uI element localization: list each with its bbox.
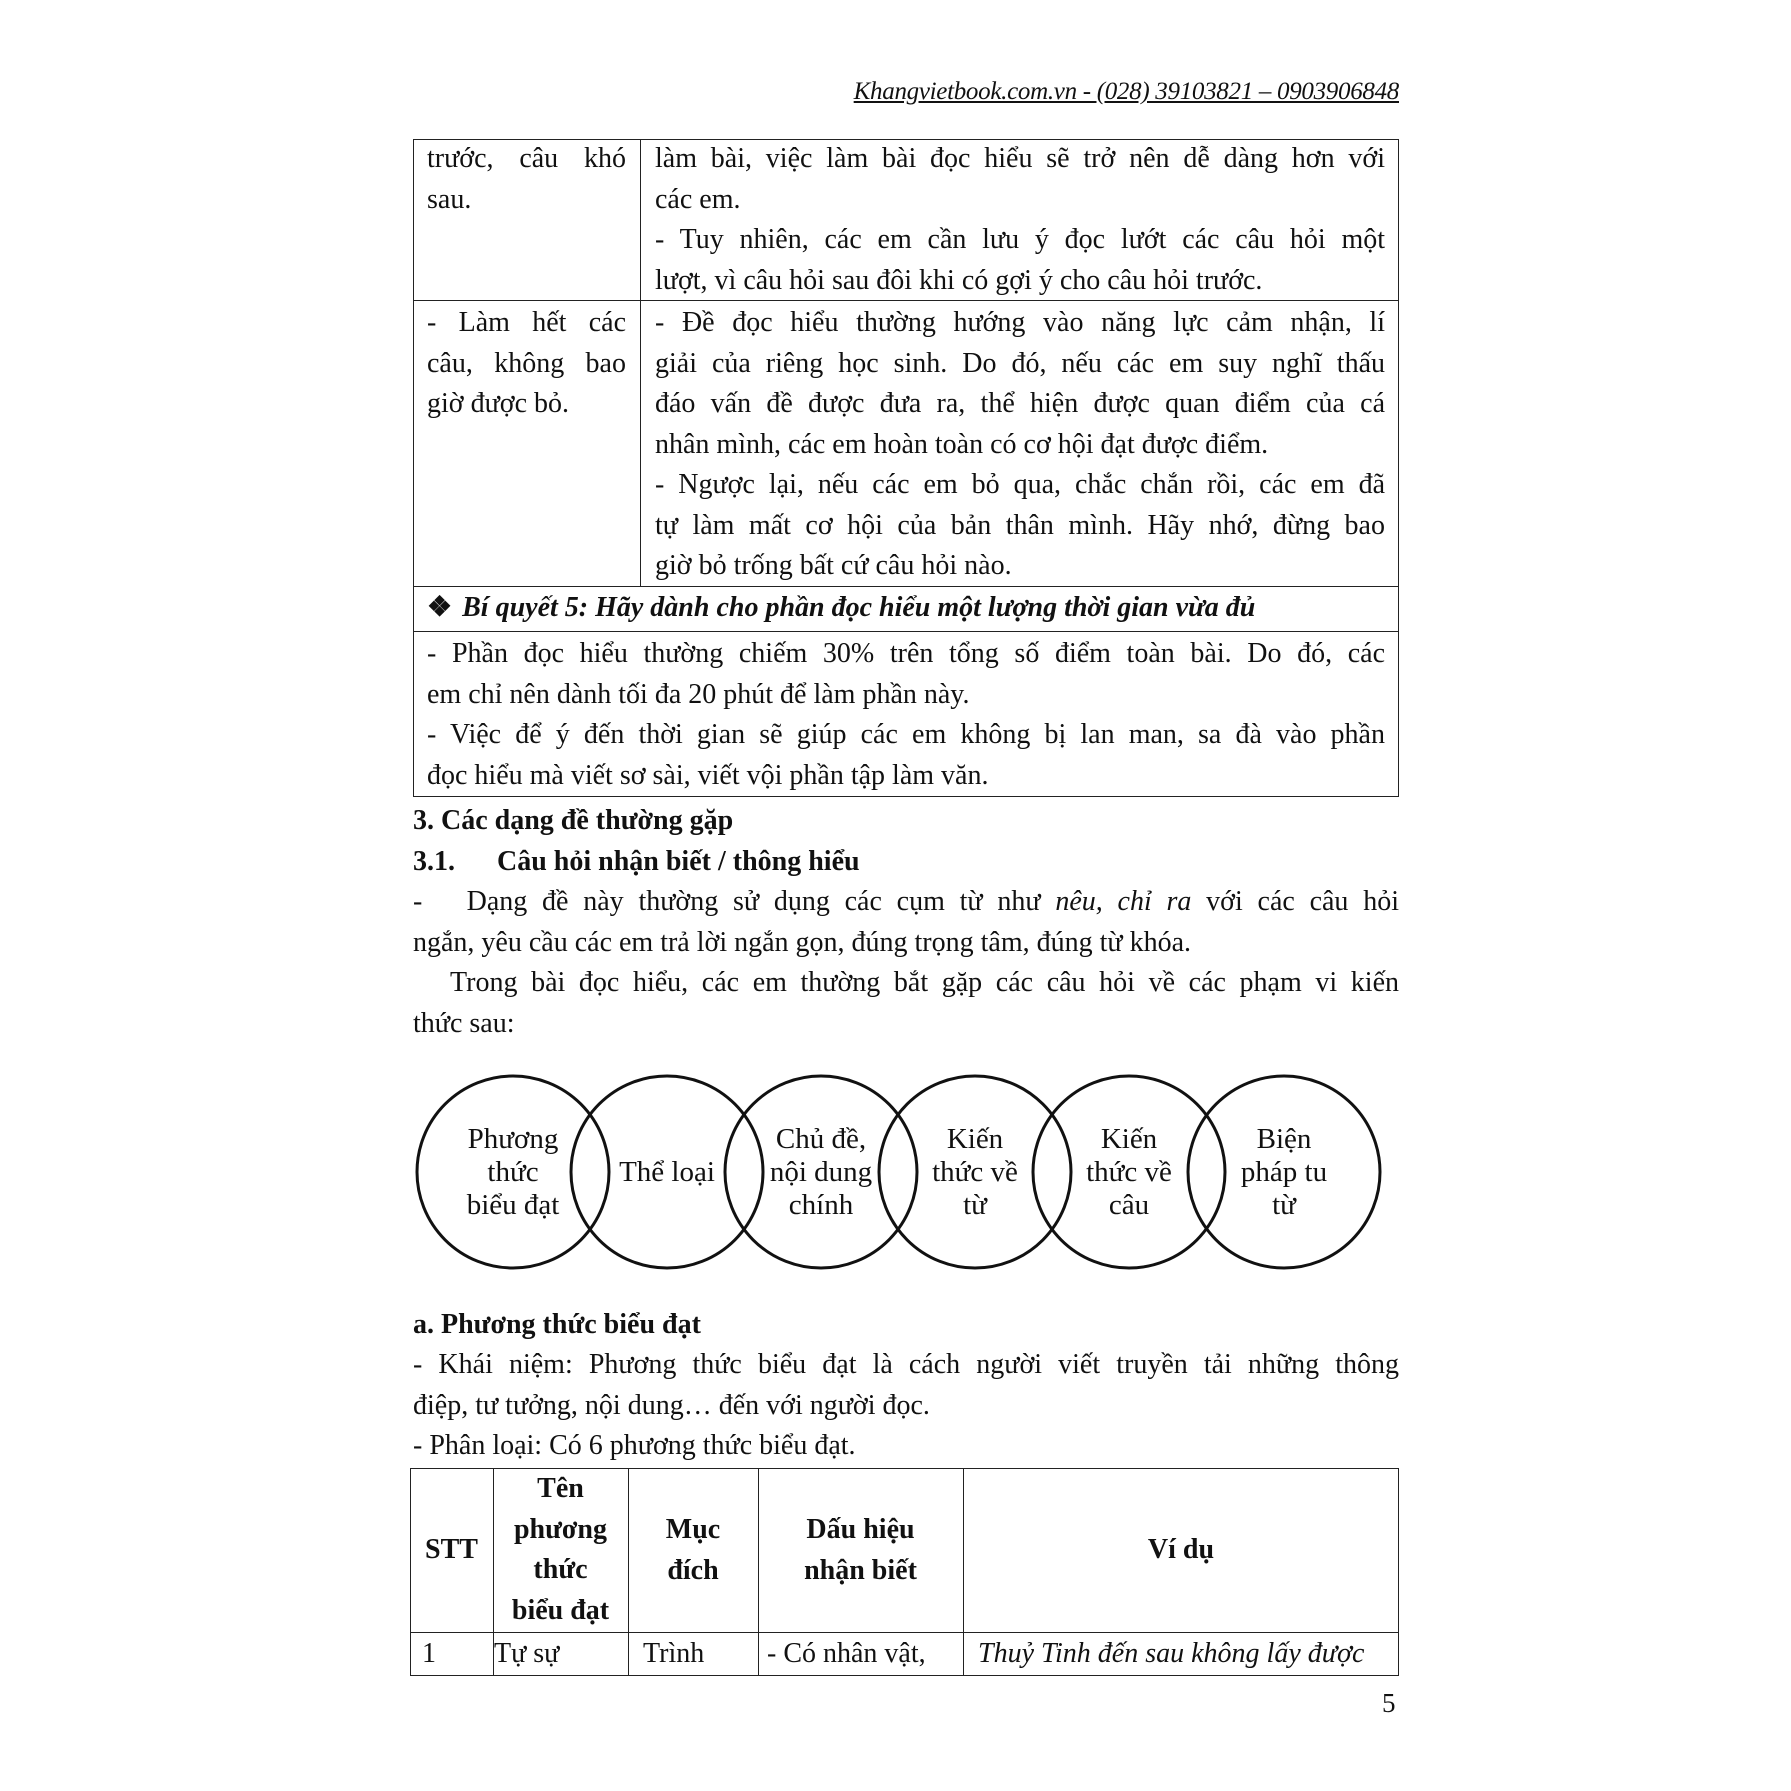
cell-line: - Tuy nhiên, các em cần lưu ý đọc lướt các câu hỏi một [655, 224, 1385, 255]
cell-line: - Việc để ý đến thời gian sẽ giúp các em không bị lan man, sa đà vào phần [427, 719, 1385, 750]
col-divider [963, 1468, 964, 1676]
cell-line: - Phần đọc hiểu thường chiếm 30% trên tổng số điểm toàn bài. Do đó, các [427, 638, 1385, 669]
section-a-heading: a. Phương thức biểu đạt [413, 1309, 701, 1340]
header-example: Ví dụ [1147, 1534, 1215, 1565]
section-3-heading: 3. Các dạng đề thường gặp [413, 805, 734, 836]
text-line: thức sau: [413, 1007, 515, 1039]
text-line: - Phân loại: Có 6 phương thức biểu đạt. [413, 1430, 856, 1461]
tip5-title-text: Bí quyết 5: Hãy dành cho phần đọc hiểu một lượng thời gian vừa đủ [462, 592, 1256, 623]
header-method-name: Tên phương thức biểu đạt [511, 1473, 610, 1626]
circle-label: Kiến thức về từ [932, 1123, 1018, 1221]
cell-signs: - Có nhân vật, [767, 1638, 926, 1669]
cell-line: giải của riêng học sinh. Do đó, nếu các em suy nghĩ thấu [655, 347, 1385, 379]
text-line: điệp, tư tưởng, nội dung… đến với người đọc. [413, 1389, 930, 1421]
text: với các câu hỏi [1191, 886, 1399, 917]
page-header: Khangvietbook.com.vn - (028) 39103821 – 0903906848 [853, 78, 1399, 105]
cell-method-name: Tự sự [494, 1638, 560, 1669]
cell-line: em chỉ nên dành tối đa 20 phút để làm phần này. [427, 678, 970, 710]
cell-stt: 1 [422, 1638, 436, 1669]
text-line: Trong bài đọc hiểu, các em thường bắt gặp các câu hỏi về các phạm vi kiến [450, 967, 1399, 998]
cell-line: các em. [655, 183, 741, 215]
text: - Dạng đề này thường sử dụng các cụm từ như [413, 886, 1056, 917]
section-title: Câu hỏi nhận biết / thông hiểu [497, 846, 860, 877]
circle-label: Biện pháp tu từ [1240, 1123, 1328, 1221]
section-a-body [413, 1345, 1399, 1467]
cell-line: sau. [427, 183, 472, 215]
cell-line: - Làm hết các [427, 307, 626, 338]
section-number: 3.1. [413, 846, 455, 877]
cell-line: làm bài, việc làm bài đọc hiểu sẽ trở nên dễ dàng hơn với [655, 143, 1385, 174]
emphasis: nêu, chỉ ra [1055, 886, 1192, 917]
cell-line: câu, không bao [427, 347, 626, 379]
diamond-bullet-icon: ❖ [427, 592, 453, 623]
cell-line: giờ bỏ trống bất cứ câu hỏi nào. [655, 550, 1012, 581]
text-line: - Khái niệm: Phương thức biểu đạt là cách người viết truyền tải những thông [413, 1349, 1399, 1380]
cell-line: giờ được bỏ. [427, 388, 569, 419]
cell-line: nhân mình, các em hoàn toàn có cơ hội đạt được điểm. [655, 428, 1269, 460]
page-number: 5 [1382, 1688, 1396, 1718]
header-divider [410, 1632, 1399, 1633]
circle-label: Phương thức biểu đạt [466, 1123, 560, 1221]
cell-line: đáo vấn đề được đưa ra, thể hiện được quan điểm của cá [655, 388, 1385, 419]
cell-line: trước, câu khó [427, 143, 626, 174]
cell-line: tự làm mất cơ hội của bản thân mình. Hãy nhớ, đừng bao [655, 509, 1385, 541]
cell-purpose: Trình [643, 1638, 705, 1669]
header-stt: STT [425, 1534, 478, 1565]
circle-label: Chủ đề, nội dung chính [769, 1123, 873, 1221]
cell-line: đọc hiểu mà viết sơ sài, viết vội phần tập làm văn. [427, 759, 989, 791]
header-signs: Dấu hiệu nhận biết [804, 1514, 917, 1586]
cell-line: - Đề đọc hiểu thường hướng vào năng lực cảm nhận, lí [655, 307, 1385, 338]
cell-example: Thuỷ Tinh đến sau không lấy được [978, 1638, 1365, 1669]
circle-label: Thể loại [619, 1156, 715, 1188]
cell-line: lượt, vì câu hỏi sau đôi khi có gợi ý cho câu hỏi trước. [655, 264, 1263, 296]
header-purpose: Mục đích [665, 1514, 721, 1586]
text-line: ngắn, yêu cầu các em trả lời ngắn gọn, đúng trọng tâm, đúng từ khóa. [413, 926, 1191, 958]
circle-label: Kiến thức về câu [1086, 1123, 1172, 1221]
cell-line: - Ngược lại, nếu các em bỏ qua, chắc chắn rồi, các em đã [655, 469, 1385, 500]
